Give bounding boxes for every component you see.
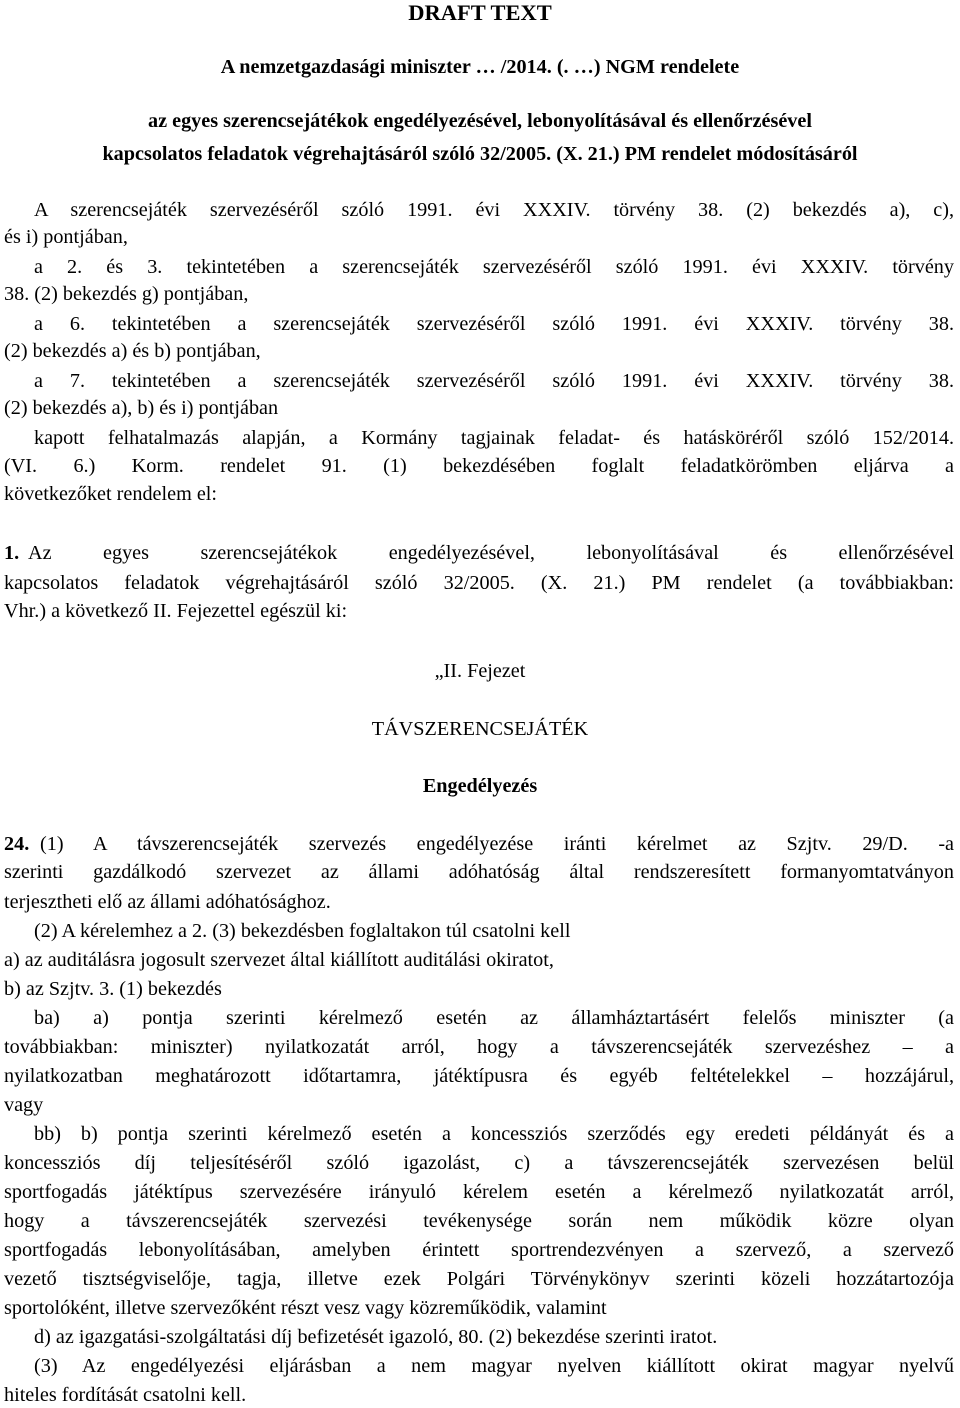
section-24-line: terjesztheti elő az állami adóhatósághoz.	[4, 891, 331, 913]
section-24-line: d) az igazgatási-szolgáltatási díj befizetését igazoló, 80. (2) bekezdése szerinti iratot.	[34, 1326, 718, 1348]
section-24-line: hiteles fordítását csatolni kell.	[4, 1384, 247, 1406]
section-1-line: kapcsolatos feladatok végrehajtásáról szóló 32/2005. (X. 21.) PM rendelet (a továbbiakban:	[4, 572, 954, 594]
section-24-line: (2) A kérelemhez a 2. (3) bekezdésben foglaltakon túl csatolni kell	[34, 920, 571, 942]
section-24-line: bb) b) pontja szerinti kérelmező esetén a koncessziós szerződés egy eredeti példányát és a	[34, 1123, 954, 1145]
preamble-line: (VI. 6.) Korm. rendelet 91. (1) bekezdésében foglalt feladatkörömben eljárva a	[4, 455, 954, 477]
section-24-line: sportfogadás játéktípus szervezésére irányuló kérelem esetén a kérelmező nyilatkozatát arról,	[4, 1181, 954, 1203]
section-1-number: 1.	[4, 542, 20, 564]
preamble-line: kapott felhatalmazás alapján, a Kormány tagjainak feladat- és hatásköréről szóló 152/2014.	[34, 427, 954, 449]
decree-subject-line-1: az egyes szerencsejátékok engedélyezésével, lebonyolításával és ellenőrzésével	[148, 110, 812, 132]
decree-subject-line-2: kapcsolatos feladatok végrehajtásáról szóló 32/2005. (X. 21.) PM rendelet módosításáról	[102, 143, 858, 165]
section-24-line: a) az auditálásra jogosult szervezet által kiállított auditálási okiratot,	[4, 949, 554, 971]
section-24-line: ba) a) pontja szerinti kérelmező esetén az államháztartásért felelős miniszter (a	[34, 1007, 954, 1029]
preamble-line: A szerencsejáték szervezéséről szóló 1991. évi XXXIV. törvény 38. (2) bekezdés a), c),	[34, 199, 954, 221]
section-24-line: koncessziós díj teljesítéséről szóló igazolást, c) a távszerencsejáték szervezésen belül	[4, 1152, 954, 1174]
preamble-line: 38. (2) bekezdés g) pontjában,	[4, 283, 249, 305]
section-24-line: továbbiakban: miniszter) nyilatkozatát arról, hogy a távszerencsejáték szervezéshez – a	[4, 1036, 954, 1058]
preamble-line: a 7. tekintetében a szerencsejáték szervezéséről szóló 1991. évi XXXIV. törvény 38.	[34, 370, 954, 392]
preamble-line: a 6. tekintetében a szerencsejáték szervezéséről szóló 1991. évi XXXIV. törvény 38.	[34, 313, 954, 335]
section-24-line: (3) Az engedélyezési eljárásban a nem magyar nyelven kiállított okirat magyar nyelvű	[34, 1355, 954, 1377]
chapter-number: „II. Fejezet	[434, 660, 526, 682]
preamble-line: és i) pontjában,	[4, 226, 128, 248]
preamble-line: következőket rendelem el:	[4, 483, 217, 505]
section-24-line: sportfogadás lebonyolításában, amelyben érintett sportrendezvényen a szervező, a szervező	[4, 1239, 954, 1261]
section-24-line: vezető tisztségviselője, tagja, illetve ezek Polgári Törvénykönyv szerinti közeli hozzátartozója	[4, 1268, 954, 1290]
section-24-line: vagy	[4, 1094, 44, 1116]
decree-title: A nemzetgazdasági miniszter … /2014. (. …) NGM rendelete	[220, 56, 740, 78]
section-1-line: Vhr.) a következő II. Fejezettel egészül ki:	[4, 600, 348, 622]
preamble-line: (2) bekezdés a), b) és i) pontjában	[4, 397, 279, 419]
section-24-line: (1) A távszerencsejáték szervezés engedélyezése iránti kérelmet az Szjtv. 29/D. -a	[40, 833, 954, 855]
preamble-line: (2) bekezdés a) és b) pontjában,	[4, 340, 261, 362]
preamble-line: a 2. és 3. tekintetében a szerencsejáték szervezéséről szóló 1991. évi XXXIV. törvény	[34, 256, 954, 278]
chapter-subtitle: Engedélyezés	[422, 775, 538, 797]
draft-label: DRAFT TEXT	[408, 0, 552, 25]
chapter-title: TÁVSZERENCSEJÁTÉK	[371, 718, 589, 740]
section-24-line: b) az Szjtv. 3. (1) bekezdés	[4, 978, 222, 1000]
section-24-line: nyilatkozatban meghatározott időtartamra, játéktípusra és egyéb feltételekkel – hozzájárul,	[4, 1065, 954, 1087]
section-24-line: sportolóként, illetve szervezőként részt vesz vagy közreműködik, valamint	[4, 1297, 607, 1319]
section-24-line: szerinti gazdálkodó szervezet az állami adóhatóság által rendszeresített formanyomtatványon	[4, 861, 954, 883]
section-1-line: Az egyes szerencsejátékok engedélyezésével, lebonyolításával és ellenőrzésével	[28, 542, 954, 564]
section-24-line: hogy a távszerencsejáték szervezési tevékenysége során nem működik közre olyan	[4, 1210, 954, 1232]
section-24-number: 24.	[4, 833, 30, 855]
